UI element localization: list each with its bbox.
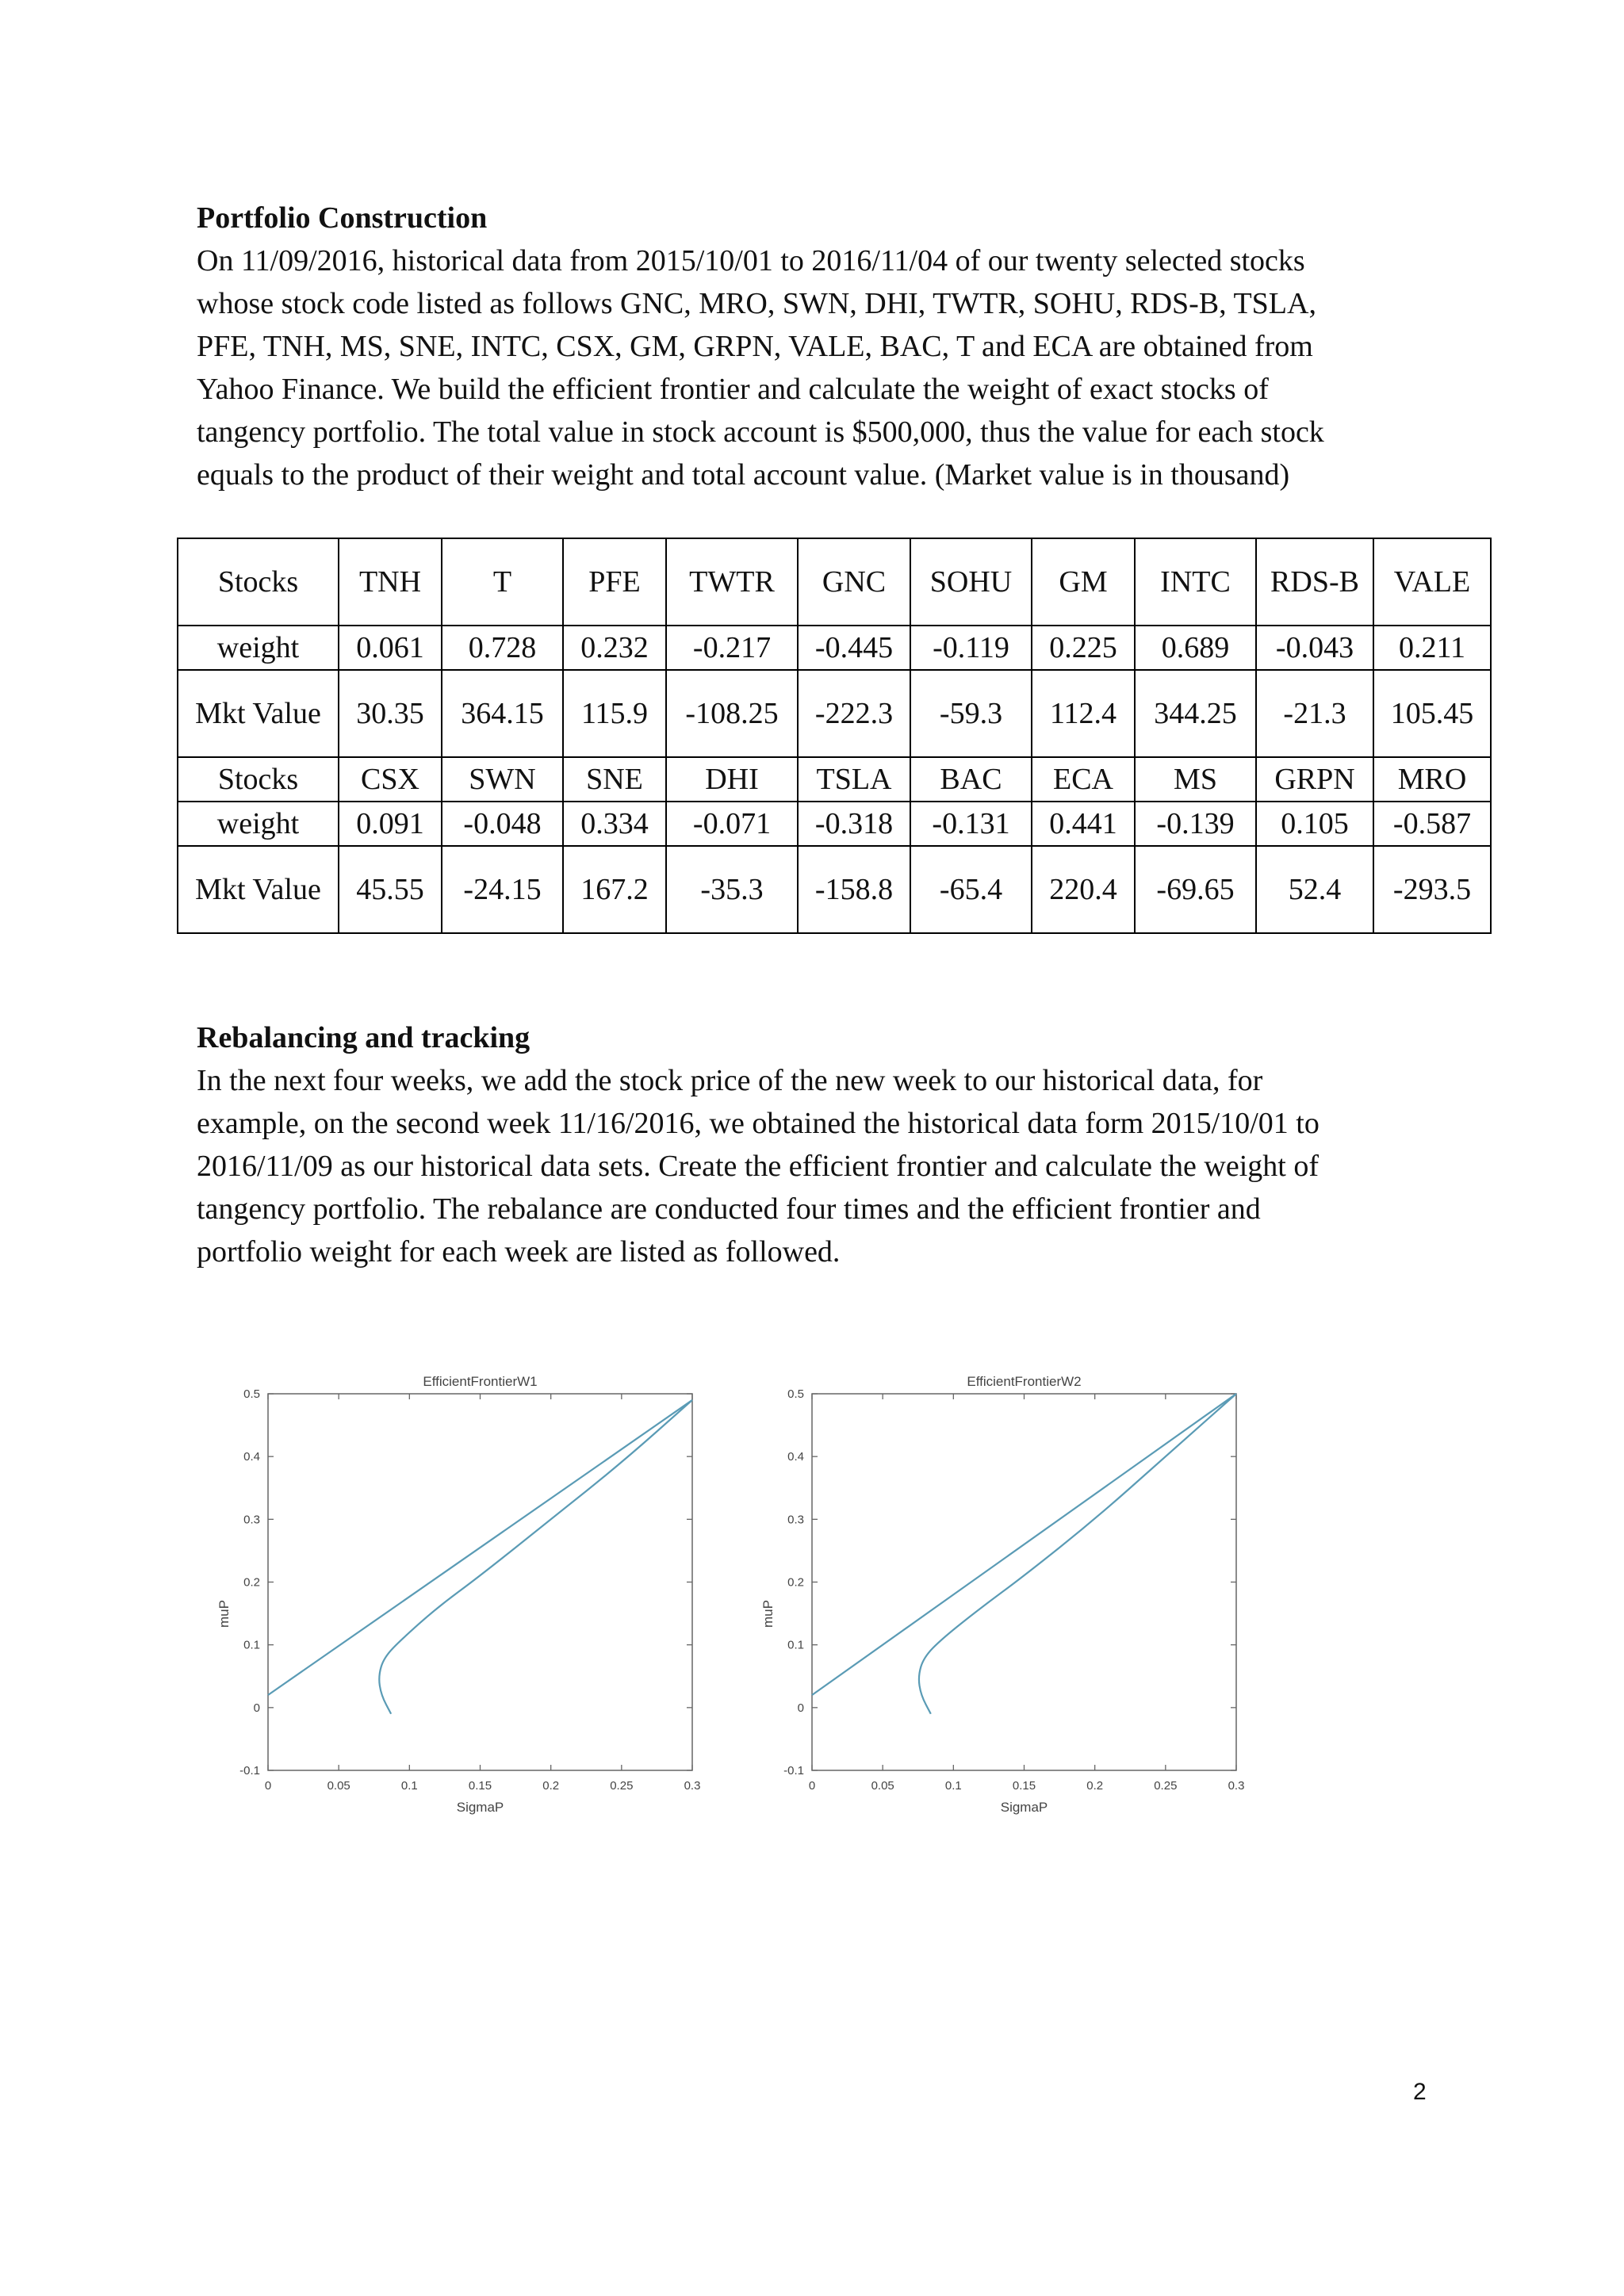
table-cell: 0.441 [1032, 802, 1135, 846]
table-row [178, 670, 1491, 757]
paragraph-line: PFE, TNH, MS, SNE, INTC, CSX, GM, GRPN, VALE, BAC, T and ECA are obtained from [197, 330, 1313, 363]
table-cell: PFE [563, 538, 666, 626]
x-tick-label: 0.05 [327, 1779, 350, 1793]
portfolio-weights-table [177, 538, 1492, 934]
table-cell: -0.587 [1373, 802, 1491, 846]
x-tick-label: 0.25 [610, 1779, 634, 1793]
table-cell: MRO [1373, 757, 1491, 802]
table-cell: VALE [1373, 538, 1491, 626]
section-heading: Portfolio Construction [197, 201, 488, 235]
table-cell: SWN [442, 757, 563, 802]
row-header-cell: Mkt Value [178, 670, 339, 757]
table-cell: 0.728 [442, 626, 563, 670]
section-heading: Rebalancing and tracking [197, 1021, 530, 1054]
x-axis-label: SigmaP [456, 1800, 504, 1815]
x-tick-label: 0.2 [542, 1779, 560, 1793]
tangent-line [812, 1394, 1236, 1695]
table-row [178, 538, 1491, 626]
y-tick-label: 0.4 [787, 1450, 804, 1464]
table-cell: 0.334 [563, 802, 666, 846]
table-cell: 105.45 [1373, 670, 1491, 757]
paragraph-line: whose stock code listed as follows GNC, MRO, SWN, DHI, TWTR, SOHU, RDS-B, TSLA, [197, 287, 1316, 320]
paragraph-line: On 11/09/2016, historical data from 2015/10/01 to 2016/11/04 of our twenty selected stocks [197, 244, 1305, 277]
table-cell: -0.318 [798, 802, 910, 846]
x-tick-label: 0.1 [944, 1779, 962, 1793]
table-cell: -0.131 [910, 802, 1032, 846]
plot-frame [268, 1394, 692, 1770]
table-cell: -158.8 [798, 846, 910, 933]
table-cell: TWTR [666, 538, 798, 626]
y-axis-label: muP [216, 1600, 232, 1628]
table-cell: 344.25 [1135, 670, 1256, 757]
table-cell: -69.65 [1135, 846, 1256, 933]
table-cell: 0.061 [339, 626, 442, 670]
efficient-frontier-curve [379, 1400, 692, 1714]
x-tick-label: 0.3 [1228, 1779, 1245, 1793]
x-tick-label: 0.1 [400, 1779, 418, 1793]
table-cell: 0.105 [1256, 802, 1373, 846]
page-number: 2 [1413, 2079, 1427, 2105]
table-cell: MS [1135, 757, 1256, 802]
table-cell: TSLA [798, 757, 910, 802]
table-cell: GM [1032, 538, 1135, 626]
table-cell: -21.3 [1256, 670, 1373, 757]
paragraph-line: 2016/11/09 as our historical data sets. Create the efficient frontier and calculate the weight of [197, 1150, 1319, 1183]
paragraph-line: portfolio weight for each week are listed as followed. [197, 1235, 841, 1269]
chart-title: EfficientFrontierW2 [967, 1374, 1082, 1389]
table-cell: -0.445 [798, 626, 910, 670]
paragraph-line: In the next four weeks, we add the stock price of the new week to our historical data, for [197, 1064, 1263, 1097]
table-cell: BAC [910, 757, 1032, 802]
table-cell: 220.4 [1032, 846, 1135, 933]
table-cell: -59.3 [910, 670, 1032, 757]
table-cell: -0.217 [666, 626, 798, 670]
table-cell: 115.9 [563, 670, 666, 757]
table-cell: -222.3 [798, 670, 910, 757]
table-cell: -108.25 [666, 670, 798, 757]
table-cell: -0.139 [1135, 802, 1256, 846]
table-cell: 167.2 [563, 846, 666, 933]
table-cell: 52.4 [1256, 846, 1373, 933]
table-row [178, 626, 1491, 670]
row-header-cell: Mkt Value [178, 846, 339, 933]
y-tick-label: 0.2 [243, 1575, 260, 1590]
table-row [178, 846, 1491, 933]
y-tick-label: -0.1 [239, 1764, 260, 1777]
y-tick-label: 0.3 [787, 1513, 804, 1527]
table-cell: GNC [798, 538, 910, 626]
table-row [178, 802, 1491, 846]
x-tick-label: 0 [808, 1779, 816, 1793]
table-cell: GRPN [1256, 757, 1373, 802]
section-portfolio-construction [197, 197, 1450, 496]
table-cell: -0.071 [666, 802, 798, 846]
y-tick-label: 0 [797, 1701, 804, 1715]
table-cell: -293.5 [1373, 846, 1491, 933]
table-cell: -35.3 [666, 846, 798, 933]
table-cell: 30.35 [339, 670, 442, 757]
efficient-frontier-curve [919, 1394, 1236, 1714]
table-cell: SNE [563, 757, 666, 802]
y-tick-label: 0.5 [787, 1387, 804, 1401]
x-axis-label: SigmaP [1000, 1800, 1048, 1815]
paragraph-line: Yahoo Finance. We build the efficient frontier and calculate the weight of exact stocks of [197, 373, 1269, 406]
x-tick-label: 0 [264, 1779, 272, 1793]
table-cell: 0.091 [339, 802, 442, 846]
table-cell: 45.55 [339, 846, 442, 933]
table-cell: RDS-B [1256, 538, 1373, 626]
y-tick-label: 0.4 [243, 1450, 260, 1464]
table-cell: 0.232 [563, 626, 666, 670]
table-cell: DHI [666, 757, 798, 802]
table-cell: CSX [339, 757, 442, 802]
table-cell: -65.4 [910, 846, 1032, 933]
table-cell: TNH [339, 538, 442, 626]
table-cell: INTC [1135, 538, 1256, 626]
table-cell: -0.048 [442, 802, 563, 846]
y-tick-label: 0 [253, 1701, 260, 1715]
x-tick-label: 0.25 [1154, 1779, 1178, 1793]
row-header-cell: Stocks [178, 538, 339, 626]
y-axis-label: muP [760, 1600, 776, 1628]
y-tick-label: 0.2 [787, 1575, 804, 1590]
row-header-cell: Stocks [178, 757, 339, 802]
table-cell: T [442, 538, 563, 626]
table-cell: 0.689 [1135, 626, 1256, 670]
efficient-frontier-chart-w1 [208, 1362, 715, 1838]
x-tick-label: 0.05 [871, 1779, 894, 1793]
table-cell: -0.119 [910, 626, 1032, 670]
table-cell: 112.4 [1032, 670, 1135, 757]
table-cell: 0.211 [1373, 626, 1491, 670]
tangent-line [268, 1400, 692, 1695]
y-tick-label: -0.1 [783, 1764, 804, 1777]
x-tick-label: 0.3 [684, 1779, 701, 1793]
y-tick-label: 0.5 [243, 1387, 260, 1401]
x-tick-label: 0.15 [468, 1779, 492, 1793]
table-row [178, 757, 1491, 802]
paragraph-line: example, on the second week 11/16/2016, we obtained the historical data form 2015/10/01 to [197, 1107, 1320, 1140]
paragraph-line: tangency portfolio. The rebalance are conducted four times and the efficient frontier and [197, 1192, 1261, 1226]
y-tick-label: 0.3 [243, 1513, 260, 1527]
table-cell: ECA [1032, 757, 1135, 802]
paragraph-line: tangency portfolio. The total value in stock account is $500,000, thus the value for each stock [197, 415, 1324, 449]
section-rebalancing [197, 1016, 1450, 1273]
table-cell: 364.15 [442, 670, 563, 757]
efficient-frontier-chart-w2 [752, 1362, 1259, 1838]
table-cell: 0.225 [1032, 626, 1135, 670]
x-tick-label: 0.2 [1086, 1779, 1104, 1793]
y-tick-label: 0.1 [787, 1638, 804, 1652]
y-tick-label: 0.1 [243, 1638, 260, 1652]
row-header-cell: weight [178, 626, 339, 670]
paragraph-line: equals to the product of their weight and total account value. (Market value is in thousand) [197, 458, 1290, 492]
table-cell: -24.15 [442, 846, 563, 933]
row-header-cell: weight [178, 802, 339, 846]
chart-title: EfficientFrontierW1 [423, 1374, 538, 1389]
table-cell: -0.043 [1256, 626, 1373, 670]
x-tick-label: 0.15 [1012, 1779, 1036, 1793]
table-cell: SOHU [910, 538, 1032, 626]
